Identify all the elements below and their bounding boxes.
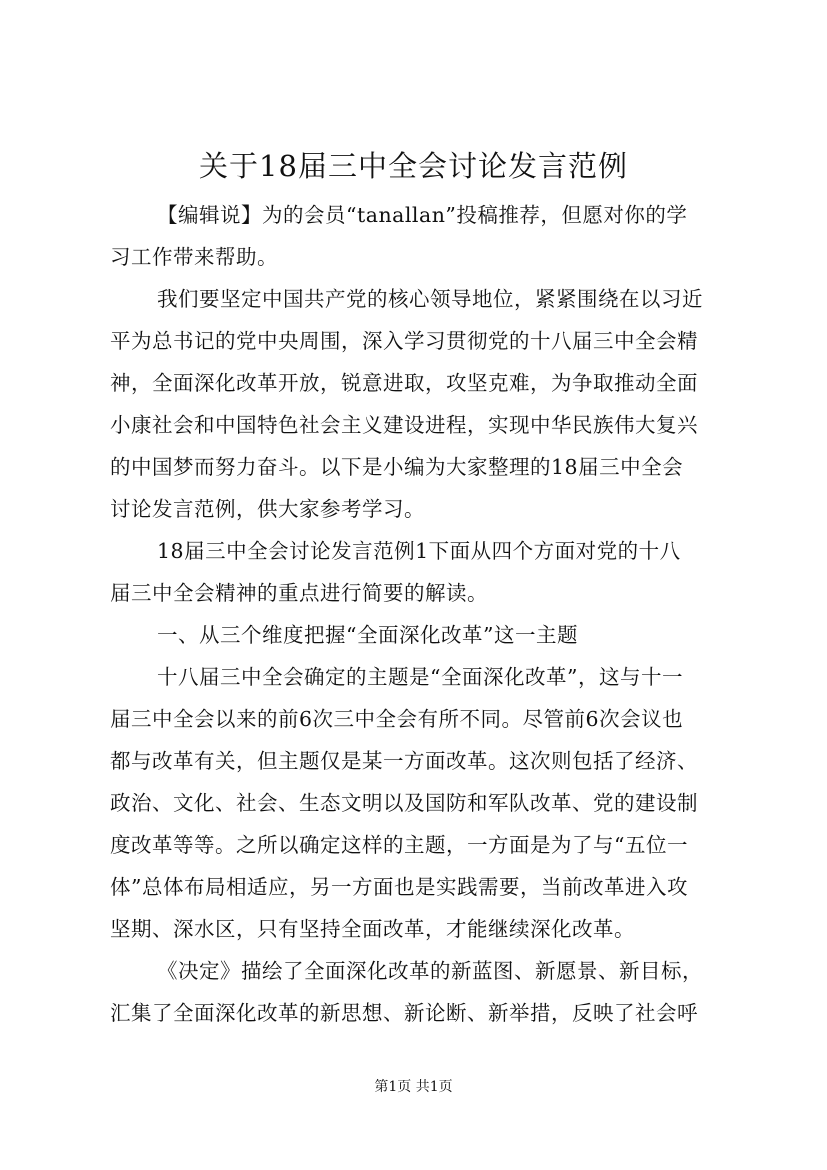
paragraph-line: 汇集了全面深化改革的新思想、新论断、新举措，反映了社会呼 <box>110 1001 698 1025</box>
page-footer: 第1页 共1页 <box>374 1079 453 1095</box>
paragraph-line: 18届三中全会讨论发言范例1下面从四个方面对党的十八 <box>157 539 681 563</box>
paragraph-line: 都与改革有关，但主题仅是某一方面改革。这次则包括了经济、 <box>110 749 698 773</box>
paragraph-line: 届三中全会以来的前6次三中全会有所不同。尽管前6次会议也 <box>110 707 684 731</box>
paragraph-line: 讨论发言范例，供大家参考学习。 <box>110 497 425 521</box>
paragraph-line: 我们要坚定中国共产党的核心领导地位，紧紧围绕在以习近 <box>157 287 703 311</box>
paragraph-line-editor-note-1: 【编辑说】为的会员“tanallan”投稿推荐，但愿对你的学 <box>157 203 688 227</box>
paragraph-line: 体”总体布局相适应，另一方面也是实践需要，当前改革进入攻 <box>110 875 688 899</box>
paragraph-line: 平为总书记的党中央周围，深入学习贯彻党的十八届三中全会精 <box>110 329 698 353</box>
paragraph-line: 神，全面深化改革开放，锐意进取，攻坚克难，为争取推动全面 <box>110 371 698 395</box>
section-heading: 一、从三个维度把握“全面深化改革”这一主题 <box>157 623 578 647</box>
paragraph-line: 小康社会和中国特色社会主义建设进程，实现中华民族伟大复兴 <box>110 413 698 437</box>
paragraph-line: 十八届三中全会确定的主题是“全面深化改革”，这与十一 <box>157 665 683 689</box>
paragraph-line: 的中国梦而努力奋斗。以下是小编为大家整理的18届三中全会 <box>110 455 684 479</box>
paragraph-line-editor-note-2: 习工作带来帮助。 <box>110 245 278 269</box>
paragraph-line: 坚期、深水区，只有坚持全面改革，才能继续深化改革。 <box>110 917 635 941</box>
paragraph-line: 《决定》描绘了全面深化改革的新蓝图、新愿景、新目标， <box>157 959 703 983</box>
paragraph-line: 度改革等等。之所以确定这样的主题，一方面是为了与“五位一 <box>110 833 688 857</box>
paragraph-line: 政治、文化、社会、生态文明以及国防和军队改革、党的建设制 <box>110 791 698 815</box>
paragraph-line: 届三中全会精神的重点进行简要的解读。 <box>110 581 488 605</box>
document-title: 关于18届三中全会讨论发言范例 <box>199 149 628 183</box>
